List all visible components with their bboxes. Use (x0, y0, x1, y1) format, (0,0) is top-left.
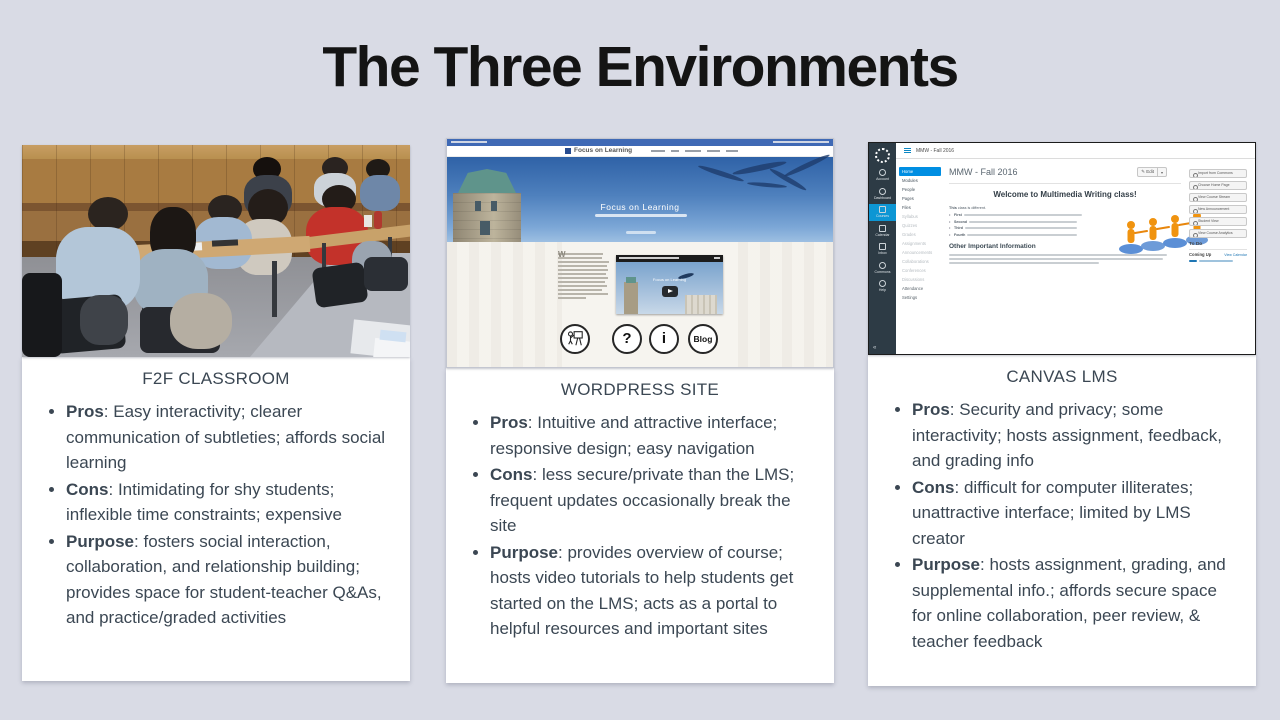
text-line (558, 265, 607, 267)
bullet-lead: Purpose (490, 542, 559, 562)
bullet-purpose (66, 529, 394, 631)
bullet-text: : Intimidating for shy students; inflexible time constraints; expensive (66, 479, 342, 524)
intro-paragraph (558, 251, 611, 301)
course-nav-menu (899, 167, 941, 302)
tutorials-circle-button (560, 324, 590, 354)
bullet-lead: Cons (912, 477, 955, 497)
text-line (558, 293, 608, 295)
bullet-lead: Purpose (66, 531, 135, 551)
f2f-text-card (22, 357, 410, 681)
video-thumbnail (616, 262, 723, 314)
bullet-text: : fosters social interaction, collaboration, and relationship building; provides space for student-teacher Q&As, and practice/graded activities (66, 531, 382, 627)
upcoming-event (1189, 259, 1247, 263)
bullet-list (38, 399, 394, 631)
globalnav-account (869, 167, 896, 184)
course-nav-item: Pages (902, 196, 914, 201)
welcome-bullets (949, 213, 1099, 237)
text-line (964, 214, 1082, 216)
text-line (949, 262, 1099, 264)
bullet-lead: Cons (490, 465, 533, 484)
play-button-icon (662, 286, 678, 297)
chair (364, 257, 408, 291)
globalnav-courses (869, 204, 896, 221)
course-title: MMW - Fall 2016 (949, 167, 1018, 177)
welcome-bullet (949, 233, 1099, 237)
student-back (360, 175, 400, 211)
backpack (80, 295, 128, 345)
water-bottle (374, 211, 382, 229)
collapse-arrow-icon: « (873, 345, 877, 351)
edit-dropdown-button: ▾ (1158, 167, 1167, 177)
course-nav-item: Files (902, 205, 911, 210)
menu-item-placeholder (685, 150, 701, 152)
tower-dome (457, 169, 517, 195)
dark-bag (22, 273, 62, 357)
text-line (967, 234, 1077, 236)
text-line (558, 289, 602, 291)
canvas-global-nav (869, 143, 896, 354)
globalnav-label: Dashboard (873, 195, 892, 200)
bullet-lead: Cons (66, 479, 109, 499)
thumbnail-tower (624, 282, 638, 314)
sidebar-action-button: Import from Commons (1189, 169, 1247, 178)
bullet-text: : less secure/private than the LMS; frequent updates occasionally break the site (490, 465, 795, 535)
bullet-text: : Intuitive and attractive interface; responsive design; easy navigation (490, 413, 778, 458)
video-menu-dots (714, 257, 720, 259)
palm-frond (783, 153, 830, 179)
sidebar-action-button: Student View (1189, 217, 1247, 226)
bullet-list (462, 410, 818, 642)
todo-heading: To Do (1189, 242, 1203, 247)
welcome-bullet (949, 213, 1099, 217)
course-nav-item: People (902, 187, 916, 192)
dropcap-w: W (558, 250, 566, 259)
hero-title: Focus on Learning (600, 202, 680, 212)
globalnav-inbox (869, 241, 896, 258)
wordpress-screenshot (446, 138, 834, 368)
globalnav-help (869, 278, 896, 295)
bullet-pros (490, 410, 818, 461)
text-line (949, 258, 1163, 260)
text-line (558, 261, 609, 263)
tower-arch (480, 221, 490, 235)
bullet-purpose (912, 552, 1240, 654)
bullet-list (884, 397, 1240, 654)
canvas-main-content (949, 165, 1181, 266)
question-mark-icon: ? (622, 330, 632, 347)
column-canvas-lms (868, 142, 1256, 686)
course-nav-item: Conferences (902, 268, 926, 273)
sidebar-action-button: New Announcement (1189, 205, 1247, 214)
sidebar-action-button: Choose Home Page (1189, 181, 1247, 190)
welcome-bullet (949, 226, 1099, 230)
bullet-text: : Easy interactivity; clearer communication of subtleties; affords social learning (66, 402, 386, 472)
divider (949, 183, 1181, 184)
sidebar-action-buttons (1189, 169, 1247, 238)
course-nav-item: Announcements (902, 250, 933, 255)
canvas-header-bar (896, 143, 1255, 159)
classroom-photo (22, 145, 410, 357)
course-nav-item: Settings (902, 295, 918, 300)
edit-button-group (1137, 167, 1167, 177)
thumbnail-building (685, 295, 717, 314)
text-line (558, 297, 586, 299)
course-nav-item: Syllabus (902, 214, 918, 219)
canvas-screenshot (868, 142, 1256, 355)
view-calendar-link: View Calendar (1224, 252, 1247, 257)
globalnav-label: Account (876, 177, 889, 181)
faded-building-right (738, 242, 833, 367)
backpack (170, 293, 232, 349)
bullet-lead: Pros (912, 400, 950, 419)
menu-item-placeholder (651, 150, 665, 152)
bullet-text: : Security and privacy; some interactivity; hosts assignment, feedback, and grading info (912, 400, 1222, 470)
paper-cup (364, 215, 372, 227)
dashboard-icon (879, 188, 886, 195)
menu-item-placeholder (671, 150, 679, 152)
bullet-lead: Pros (66, 402, 104, 421)
intro-lead: This (949, 206, 957, 210)
welcome-heading: Welcome to Multimedia Writing class! (993, 190, 1137, 199)
coming-up-heading: Coming Up (1189, 252, 1212, 257)
bullet-pros (66, 399, 394, 476)
person-at-whiteboard-icon (566, 329, 584, 347)
text-line (558, 281, 605, 283)
info-icon: i (661, 330, 667, 347)
blog-label: Blog (693, 334, 713, 344)
bullet-text: : provides overview of course; hosts video tutorials to help students get started on the LMS; acts as a portal to helpful resources and important sites (490, 542, 794, 638)
hero-tagline-placeholder (595, 214, 687, 217)
hero-banner (447, 157, 833, 242)
student-hair (88, 197, 128, 231)
coming-up-row (1189, 252, 1247, 257)
pencil-icon: ✎ (1141, 169, 1145, 174)
info-circle-button (649, 324, 679, 354)
commons-icon (879, 262, 886, 269)
breadcrumb: MMW - Fall 2016 (916, 148, 955, 154)
palm-frond (747, 181, 787, 188)
hero-scroll-hint (626, 231, 656, 234)
bullet-cons (490, 462, 818, 539)
bullet-lead: Pros (490, 413, 528, 432)
menu-item-placeholder (726, 150, 738, 152)
column-wordpress-site (446, 138, 834, 683)
calendar-icon (879, 225, 886, 232)
text-line (619, 257, 679, 259)
chair (311, 262, 368, 309)
text-line (558, 269, 608, 271)
site-name: Focus on Learning (574, 147, 633, 154)
card-heading: CANVAS LMS (1006, 367, 1118, 386)
text-line (451, 141, 487, 143)
help-icon (879, 280, 886, 287)
globalnav-label: Commons (874, 269, 891, 274)
hamburger-icon (904, 148, 911, 153)
text-line (969, 221, 1077, 223)
edit-button: ✎ Edit (1137, 167, 1158, 177)
inbox-icon (879, 243, 886, 250)
course-nav-item: Collaborations (902, 259, 929, 264)
bullet-pros (912, 397, 1240, 474)
course-nav-item: Quizzes (902, 223, 918, 228)
globalnav-calendar (869, 223, 896, 240)
canvas-logo-icon (875, 148, 890, 163)
wordpress-text-card (446, 368, 834, 683)
bullet-lead: Second (954, 219, 967, 224)
bullet-cons (66, 477, 394, 528)
globalnav-label: Inbox (878, 251, 887, 255)
globalnav-label: Courses (875, 214, 890, 218)
text-line (558, 273, 606, 275)
slide-title: The Three Environments (322, 35, 958, 99)
globalnav-commons (869, 260, 896, 277)
bullet-text: : difficult for computer illiterates; unattractive interface; limited by LMS creator (912, 477, 1194, 548)
course-nav-item: Home (899, 167, 941, 176)
card-heading: F2F CLASSROOM (142, 369, 290, 388)
help-circle-button (612, 324, 642, 354)
table-leg (272, 261, 277, 317)
course-nav-item: Grades (902, 232, 916, 237)
course-nav-item: Attendance (902, 286, 924, 291)
video-title-bar (616, 255, 723, 262)
canvas-text-card (868, 355, 1256, 686)
welcome-bullet (949, 220, 1099, 224)
other-info-heading: Other Important Information (949, 242, 1036, 250)
wp-navbar (447, 146, 833, 157)
globalnav-label: Help (878, 288, 887, 292)
site-logo-icon (565, 148, 571, 154)
canvas-right-sidebar (1189, 169, 1247, 263)
video-overlay-title: Focus on Learning (652, 277, 687, 282)
bullet-lead: First (954, 213, 962, 217)
courses-icon (879, 206, 886, 213)
course-nav-item: Modules (902, 178, 918, 183)
bullet-lead: Purpose (912, 555, 981, 574)
bullet-lead: Fourth (954, 232, 966, 237)
calendar-glyph (1189, 260, 1197, 262)
embedded-video-player (616, 255, 723, 314)
bullet-purpose (490, 540, 818, 642)
column-f2f-classroom (22, 145, 410, 681)
wp-content-section (447, 242, 833, 367)
text-line (558, 285, 607, 287)
text-line (558, 277, 608, 279)
text-line (773, 141, 829, 143)
bullet-text: : hosts assignment, grading, and supplemental info.; affords secure space for online collaboration, peer review, & teacher feedback (912, 555, 1226, 651)
menu-item-placeholder (707, 150, 720, 152)
card-heading: WORDPRESS SITE (560, 380, 720, 399)
text-line (965, 227, 1077, 229)
sidebar-action-button: View Course Analytics (1189, 229, 1247, 238)
bullet-cons (912, 475, 1240, 552)
course-nav-item: Discussions (902, 277, 925, 282)
divider (1189, 249, 1247, 250)
globalnav-dashboard (869, 186, 896, 203)
bullet-lead: Third (954, 226, 963, 230)
faded-building-left (447, 242, 562, 367)
intro-rest: class is different. (956, 206, 987, 210)
text-line (1199, 260, 1233, 262)
account-icon (879, 169, 886, 176)
blog-circle-button (688, 324, 718, 354)
sidebar-action-button: View Course Stream (1189, 193, 1247, 202)
globalnav-label: Calendar (875, 232, 890, 237)
course-nav-item: Assignments (902, 241, 926, 246)
wp-admin-bar (447, 139, 833, 146)
